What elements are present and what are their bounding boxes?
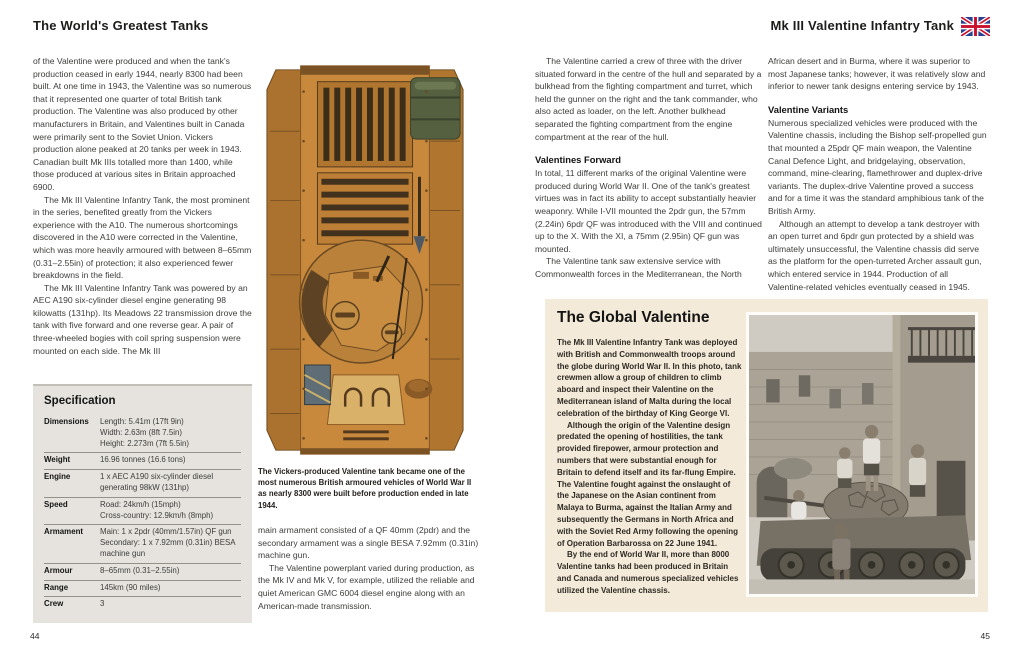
spec-label: Range [44,582,69,592]
paragraph: By the end of World War II, more than 8000 Valentine tanks had been produced in Britain and Canada and numerous specialized vehicles utilized the Valentine chassis. [557,550,739,595]
malta-tank-photo [746,312,978,597]
paragraph: The Valentine tank saw extensive service with Commonwealth forces in the Mediterranean, the North [535,256,742,279]
paragraph: Although an attempt to develop a tank destroyer with an open turret and 6pdr gun protected by a shield was ultimately unsuccessful, the Valentine chassis did serve as the platform for the open-turreted Archer assault gun, which entered service in 1944. Production of all Valentine-related vehicles eventually ceased in 1945. [768,218,982,292]
spec-value: Length: 5.41m (17ft 9in) Width: 2.63m (8ft 7.5in) Height: 2.273m (7ft 5.5in) [100,417,190,448]
spec-row [44,563,241,580]
global-valentine-text [557,337,743,597]
spec-value: 16.96 tonnes (16.6 tons) [100,455,186,465]
spec-value: Road: 24km/h (15mph) Cross-country: 12.9km/h (8mph) [100,499,214,520]
page-header-right: Mk III Valentine Infantry Tank [770,18,954,33]
specification-rows [44,415,241,613]
page-header-left: The World's Greatest Tanks [33,18,209,33]
paragraph: In total, 11 different marks of the original Valentine were produced during World War II. One of the tank's greatest virtues was in fact its ability to accept substantially heavier weaponry. While I-VII mounted the 2pdr gun, the 57mm (2.24in) 6pdr QF was introduced with the VIII and continued up to the X. With the XI, a 75mm (2.95in) QF gun was mounted. [535,168,762,254]
middle-text-column [258,524,484,612]
spec-label: Armament [44,527,84,537]
page-number-left: 44 [30,631,40,641]
global-valentine-title: The Global Valentine [557,309,710,326]
paragraph: Although the origin of the Valentine design predated the opening of hostilities, the tank provided firepower, armour protection and numbers that were substantial enough for Britain to defend itself and its far-flung Empire. The Valentine fought against the onslaught of the Japanese on the Asian continent from Malaya to Burma, against the Italian Army and subsequently the Germans in North Africa and with the Soviet Red Army following the opening of Operation Barbarossa on 22 June 1941. [557,420,739,548]
right-text-column [768,55,988,293]
spec-value: 3 [100,599,105,609]
spec-row [44,452,241,469]
tank-cutaway-illustration [260,60,470,460]
paragraph: The Valentine carried a crew of three with the driver situated forward in the centre of the hull and separated by a bulkhead from the fighting compartment and turret, which held the gunner on the right and the tank commander, who also acted as loader, on the left. Another bulkhead separated the fighting compartment from the engine compartment at the rear of the hull. [535,56,762,142]
spec-label: Weight [44,455,71,465]
spec-row [44,497,241,525]
spec-row [44,580,241,597]
spec-value: 8–65mm (0.31–2.55in) [100,565,180,575]
spec-label: Dimensions [44,417,89,426]
paragraph: The Valentine powerplant varied during production, as the Mk IV and Mk V, for example, utilized the reliable and quiet American GMC 6004 diesel engine along with an American-made transmission. [258,562,475,611]
paragraph: African desert and in Burma, where it was superior to most Japanese tanks; however, it was relatively slow and inferior to newer tank designs entering service by 1943. [768,56,986,92]
spec-label: Crew [44,599,64,609]
paragraph: of the Valentine were produced and when the tank's production ceased in early 1944, nearly 8300 had been built. At one time in 1943, the Valentine was so numerous that it represented one quarter of total British tank production. The Valentine was also produced by other manufacturers in Britain, and Valentines built in Canada were primarily sent to the Soviet Union. Vickers production alone peaked at 20 tanks per week in 1943. Canadian built Mk IIIs totalled more than 1400, while those produced at various sites in Britain approached 6900. [33,56,252,192]
spec-label: Armour [44,565,73,575]
spec-row [44,596,241,613]
upper-middle-text-column [535,55,762,281]
spec-row [44,524,241,562]
page-number-right: 45 [980,631,990,641]
spec-row [44,415,241,452]
spec-value: 1 x AEC A190 six-cylinder diesel generating 98kW (131hp) [100,472,214,492]
specification-title: Specification [44,395,116,407]
spec-value: Main: 1 x 2pdr (40mm/1.57in) QF gun Secondary: 1 x 7.92mm (0.31in) BESA machine gun [100,527,236,558]
paragraph: The Mk III Valentine Infantry Tank, the most prominent in the series, benefited greatly from the Vickers experience with the A10. The numerous shortcomings discovered in the A10 were corrected in the Valentine, which was more heavily armoured with between 8–65mm (0.31–2.55in) of protection; it also experienced fewer breakdowns in the field. [33,194,252,281]
spec-label: Engine [44,472,71,482]
paragraph: The Mk III Valentine Infantry Tank was powered by an AEC A190 six-cylinder diesel engine generating 98 kilowatts (131hp). Its Meadows 22 transmission drove the tank with five forward and one reverse gear. A pair of three-wheeled bogies with coil spring suspension were mounted on each side. The Mk III [33,282,252,356]
paragraph: main armament consisted of a QF 40mm (2pdr) and the secondary armament was a single BESA 7.92mm (0.31in) machine gun. [258,525,479,561]
illustration-caption: The Vickers-produced Valentine tank became one of the most numerous British armoured vehicles of World War II as nearly 8300 were built before production ended in late 1944. [258,467,472,510]
paragraph: The Mk III Valentine Infantry Tank was deployed with British and Commonwealth troops around the globe during World War II. In this photo, tank crewmen allow a group of children to climb aboard and inspect their Valentine on the Mediterranean island of Malta during the local celebration of the birthday of King George VI. [557,338,742,418]
section-heading: Valentines Forward [535,154,621,166]
union-jack-flag-icon [961,17,990,36]
paragraph: Numerous specialized vehicles were produced with the Valentine chassis, including the Bishop self-propelled gun that mounted a 25pdr QF main weapon, the Valentine Canal Defence Light, and bridgelaying, observation, command, mine-clearing, flamethrower and duplex-drive variants. The duplex-drive Valentine proved a success and for a time it was the standard amphibious tank of the British Army. [768,117,987,216]
global-valentine-box [545,299,988,612]
spec-value: 145km (90 miles) [100,582,161,592]
spec-label: Speed [44,499,68,509]
specification-box [33,384,252,623]
spec-row [44,469,241,497]
left-text-column [33,55,252,357]
section-heading: Valentine Variants [768,103,849,115]
